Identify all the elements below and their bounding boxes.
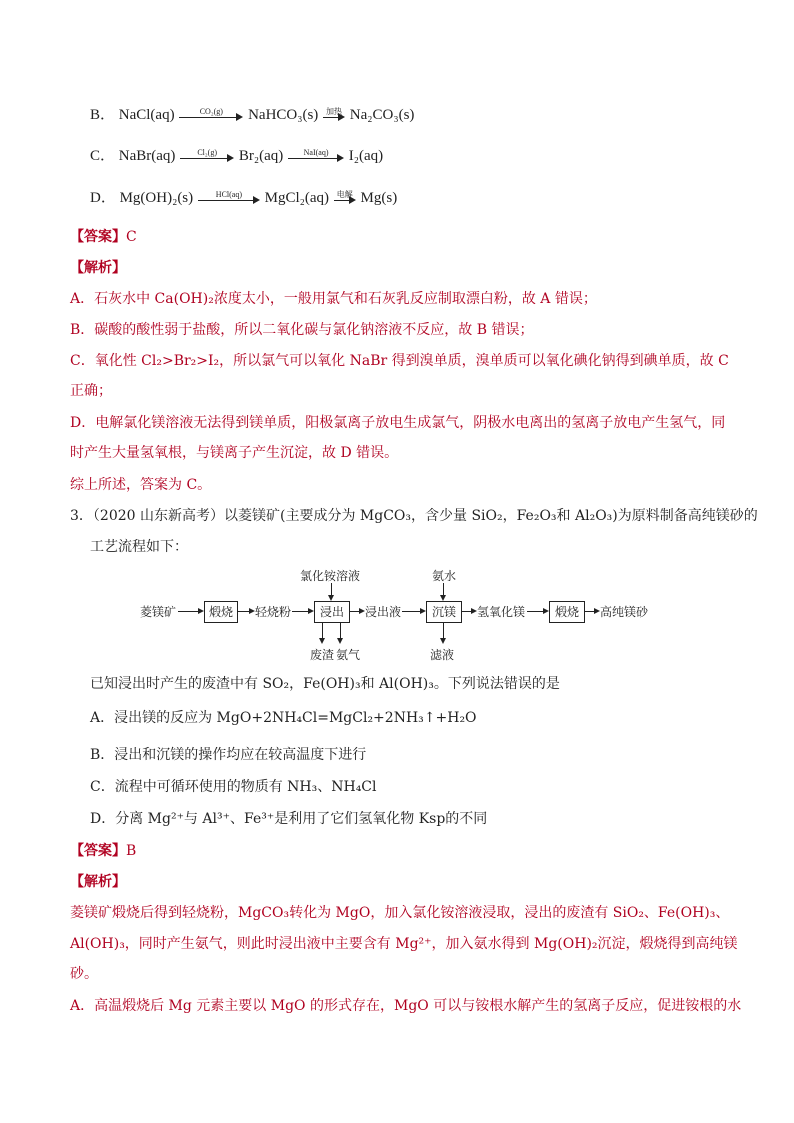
product: Br₂(aq) xyxy=(238,148,284,164)
q3-analysis-tag: 【解析】 xyxy=(70,874,126,890)
reaction-arrow xyxy=(179,107,243,125)
q3-option-d: D．分离 Mg²⁺与 Al³⁺、Fe³⁺是利用了它们氢氧化物 Ksp的不同 xyxy=(90,811,488,827)
arrow-condition: Cl₂(g) xyxy=(197,147,217,157)
reaction-arrow xyxy=(180,148,234,166)
arrow-condition: HCl(aq) xyxy=(215,189,243,199)
q3-option-a: A．浸出镁的反应为 MgO+2NH₄Cl=MgCl₂+2NH₃↑+H₂O xyxy=(90,710,477,726)
q2-answer xyxy=(70,226,730,248)
flow-light-powder: 轻烧粉 xyxy=(255,605,292,619)
reactant: NaCl(aq) xyxy=(118,107,175,123)
q2-analysis-a: A．石灰水中 Ca(OH)₂浓度太小，一般用氯气和石灰乳反应制取漂白粉，故 A 错误； xyxy=(70,291,597,307)
option-label: D． xyxy=(90,190,116,206)
option-c xyxy=(90,145,750,167)
q3-option-b: B．浸出和沉镁的操作均应在较高温度下进行 xyxy=(90,747,367,763)
reactant: NaBr(aq) xyxy=(118,148,176,164)
flow-start: 菱镁矿 xyxy=(140,605,177,619)
flow-ammonia-water: 氨水 xyxy=(432,569,457,583)
reaction-arrow xyxy=(288,148,344,166)
product: I₂(aq) xyxy=(348,148,384,164)
flow-waste-residue: 废渣 xyxy=(310,648,335,662)
flow-magnesium-hydroxide: 氢氧化镁 xyxy=(477,605,526,619)
arrow-condition: CO₂(g) xyxy=(199,106,223,116)
flow-box-leach: 浸出 xyxy=(314,601,350,623)
q2-analysis-d2: 时产生大量氢氧根，与镁离子产生沉淀，故 D 错误。 xyxy=(70,445,399,461)
option-b xyxy=(90,104,750,126)
flow-filtrate: 滤液 xyxy=(430,648,455,662)
q3-known: 已知浸出时产生的废渣中有 SO₂，Fe(OH)₃和 Al(OH)₃。下列说法错误的是 xyxy=(90,676,560,692)
product: Mg(s) xyxy=(360,190,398,206)
q3-analysis-a: A．高温煅烧后 Mg 元素主要以 MgO 的形式存在，MgO 可以与铵根水解产生的氢离子反应，促进铵根的水 xyxy=(70,998,742,1014)
q3-analysis-line1: 菱镁矿煅烧后得到轻烧粉，MgCO₃转化为 MgO，加入氯化铵溶液浸取，浸出的废渣有 SiO₂、Fe(OH)₃、 xyxy=(70,905,730,921)
answer-tag: 【答案】 xyxy=(70,229,126,245)
answer-tag: 【答案】 xyxy=(70,843,126,859)
flow-box-calcine-2: 煅烧 xyxy=(549,601,585,623)
q3-answer xyxy=(70,840,730,862)
arrow-condition: 电解 xyxy=(336,189,353,199)
arrow-condition: NaI(aq) xyxy=(303,147,329,157)
q3-analysis-line3: 砂。 xyxy=(70,966,98,982)
q2-analysis-b: B．碳酸的酸性弱于盐酸，所以二氧化碳与氯化钠溶液不反应，故 B 错误； xyxy=(70,322,534,338)
answer-value: B xyxy=(126,843,137,859)
reaction-arrow xyxy=(334,190,356,208)
product: MgCl₂(aq) xyxy=(264,190,330,206)
product: NaHCO₃(s) xyxy=(248,107,319,123)
product: Na₂CO₃(s) xyxy=(349,107,415,123)
q3-stem-line2: 工艺流程如下： xyxy=(90,539,188,555)
flow-end-product: 高纯镁砂 xyxy=(600,605,649,619)
option-label: B． xyxy=(90,107,116,123)
q3-option-c: C．流程中可循环使用的物质有 NH₃、NH₄Cl xyxy=(90,779,377,795)
answer-value: C xyxy=(126,229,137,245)
reaction-arrow xyxy=(198,190,260,208)
flow-ammonia-gas: 氨气 xyxy=(336,648,361,662)
option-label: C． xyxy=(90,148,116,164)
q3-stem-line1: 3．（2020 山东新高考）以菱镁矿(主要成分为 MgCO₃，含少量 SiO₂，Fe₂O₃和 Al₂O₃)为原料制备高纯镁砂的 xyxy=(70,508,758,524)
reaction-arrow xyxy=(323,107,345,125)
option-d xyxy=(90,187,750,209)
flow-ammonium-chloride: 氯化铵溶液 xyxy=(300,569,361,583)
q2-analysis-d1: D．电解氯化镁溶液无法得到镁单质，阳极氯离子放电生成氯气，阴极水电离出的氢离子放电产生氢气，同 xyxy=(70,415,726,431)
flow-box-calcine-1: 煅烧 xyxy=(204,601,238,623)
q2-analysis-c1: C．氧化性 Cl₂>Br₂>I₂，所以氯气可以氧化 NaBr 得到溴单质，溴单质可以氧化碘化钠得到碘单质，故 C xyxy=(70,353,729,369)
q3-analysis-line2: Al(OH)₃，同时产生氨气，则此时浸出液中主要含有 Mg²⁺，加入氨水得到 Mg(OH)₂沉淀，煅烧得到高纯镁 xyxy=(70,936,738,952)
q2-analysis-c2: 正确； xyxy=(70,383,112,399)
q2-analysis-tag: 【解析】 xyxy=(70,260,126,276)
flow-box-precipitate: 沉镁 xyxy=(426,601,462,623)
process-flowchart xyxy=(140,565,660,665)
flow-leachate: 浸出液 xyxy=(365,605,402,619)
reactant: Mg(OH)₂(s) xyxy=(119,190,194,206)
arrow-condition: 加热 xyxy=(326,106,343,116)
q2-summary: 综上所述，答案为 C。 xyxy=(70,477,212,493)
